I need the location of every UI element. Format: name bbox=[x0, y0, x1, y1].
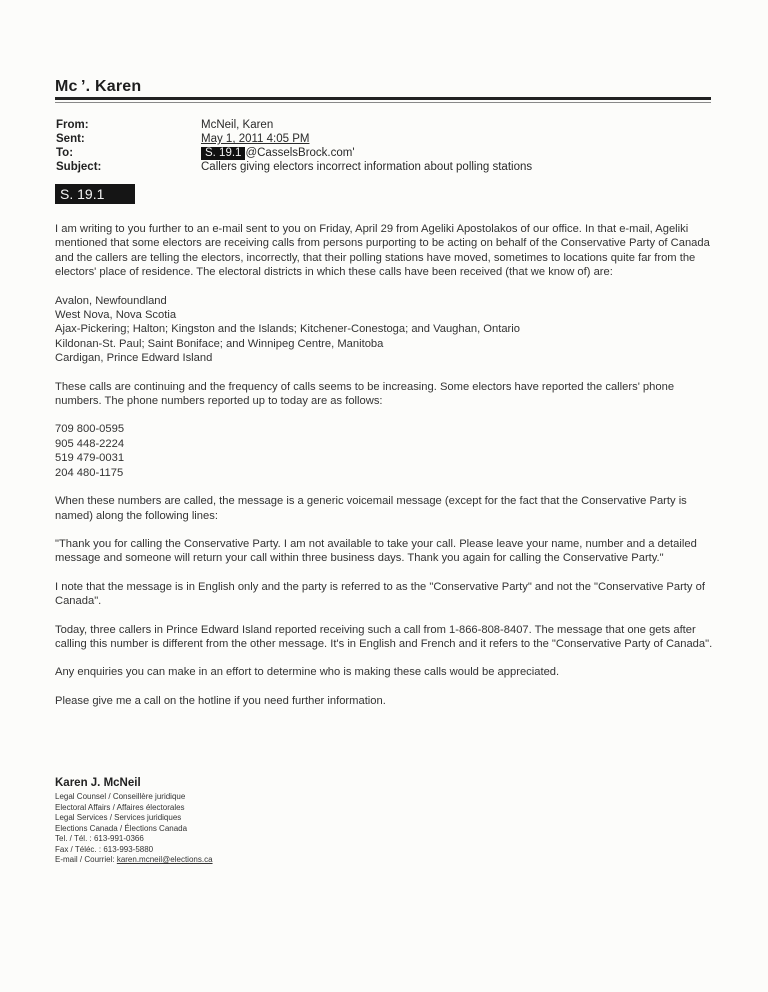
sent-label: Sent: bbox=[56, 133, 85, 145]
district-line: Ajax-Pickering; Halton; Kingston and the Islands; Kitchener-Conestoga; and Vaughan, Ontario bbox=[55, 323, 520, 336]
title-rule bbox=[55, 97, 711, 100]
signature-line: Tel. / Tél. : 613-991-0366 bbox=[55, 834, 144, 843]
signature-name: Karen J. McNeil bbox=[55, 777, 141, 789]
paragraph-hotline: Please give me a call on the hotline if you need further information. bbox=[55, 694, 386, 707]
paragraph-pei: Today, three callers in Prince Edward Island reported receiving such a call from 1-866-808-8407. The message that one gets after calling this number is different from the other message. It's in English and French and it refers to the "Conservative Party of Canada". bbox=[55, 623, 713, 650]
phone-number: 905 448-2224 bbox=[55, 437, 125, 450]
header-labels bbox=[56, 118, 101, 174]
to-value bbox=[201, 146, 721, 160]
header-values bbox=[201, 118, 721, 174]
signature-line: Legal Counsel / Conseillère juridique bbox=[55, 792, 186, 801]
email-link[interactable]: karen.mcneil@elections.ca bbox=[116, 855, 213, 864]
district-line: Cardigan, Prince Edward Island bbox=[55, 352, 213, 365]
sent-value: May 1, 2011 4:05 PM bbox=[201, 133, 310, 145]
document-title: Mc ʼ. Karen bbox=[55, 78, 142, 95]
from-value: McNeil, Karen bbox=[201, 119, 274, 131]
subject-label: Subject: bbox=[56, 161, 102, 173]
paragraph-intro: I am writing to you further to an e-mail sent to you on Friday, April 29 from Ageliki Apostolakos of our office. In that e-mail, Ageliki mentioned that some electors are receiving calls from persons purporting to be acting on behalf of the Conservative Party of Canada and the callers are telling the electors, incorrectly, that their polling stations have moved, sometimes to locations quite far from the electors' place of residence. The electoral districts in which these calls have been received (that we know of) are: bbox=[55, 223, 710, 279]
signature-email-line bbox=[55, 855, 455, 866]
signature-line: Legal Services / Services juridiques bbox=[55, 813, 182, 822]
salutation-redaction: S. 19.1 bbox=[55, 184, 135, 204]
to-label: To: bbox=[56, 147, 74, 159]
phone-number: 519 479-0031 bbox=[55, 452, 125, 465]
paragraph-quote: "Thank you for calling the Conservative Party. I am not available to take your call. Please leave your name, number and a detailed message and someone will return your call within three business days. Thank you again for calling the Conservative Party." bbox=[55, 537, 697, 565]
signature-line: Electoral Affairs / Affaires électorales bbox=[55, 802, 185, 812]
signature-line: Fax / Téléc. : 613-993-5880 bbox=[55, 844, 154, 854]
paragraph-voicemail: When these numbers are called, the message is a generic voicemail message (except for the fact that the Conservative Party is named) along the following lines: bbox=[55, 495, 687, 522]
paragraph-calls-continuing: These calls are continuing and the frequency of calls seems to be increasing. Some electors have reported the callers' phone numbers. The phone numbers reported up to today are as follows: bbox=[55, 380, 675, 408]
signature-line: Elections Canada / Élections Canada bbox=[55, 823, 188, 833]
to-redaction: S. 19.1 bbox=[201, 147, 245, 160]
paragraph-enquiries: Any enquiries you can make in an effort to determine who is making these calls would be appreciated. bbox=[55, 666, 560, 679]
phone-number: 709 800-0595 bbox=[55, 423, 125, 436]
email-body bbox=[55, 222, 715, 708]
district-line: West Nova, Nova Scotia bbox=[55, 309, 177, 322]
title-rule-thin bbox=[55, 102, 711, 103]
from-label: From: bbox=[56, 119, 89, 131]
district-line: Kildonan-St. Paul; Saint Boniface; and Winnipeg Centre, Manitoba bbox=[55, 337, 384, 350]
phone-number: 204 480-1175 bbox=[55, 466, 124, 479]
to-domain: @CasselsBrock.com' bbox=[245, 147, 355, 159]
district-line: Avalon, Newfoundland bbox=[55, 294, 167, 307]
signature-block bbox=[55, 776, 455, 866]
paragraph-english-only: I note that the message is in English only and the party is referred to as the "Conservative Party" and not the "Conservative Party of Canada". bbox=[55, 580, 705, 608]
subject-value: Callers giving electors incorrect information about polling stations bbox=[201, 161, 533, 173]
email-label: E-mail / Courriel: bbox=[55, 855, 115, 864]
